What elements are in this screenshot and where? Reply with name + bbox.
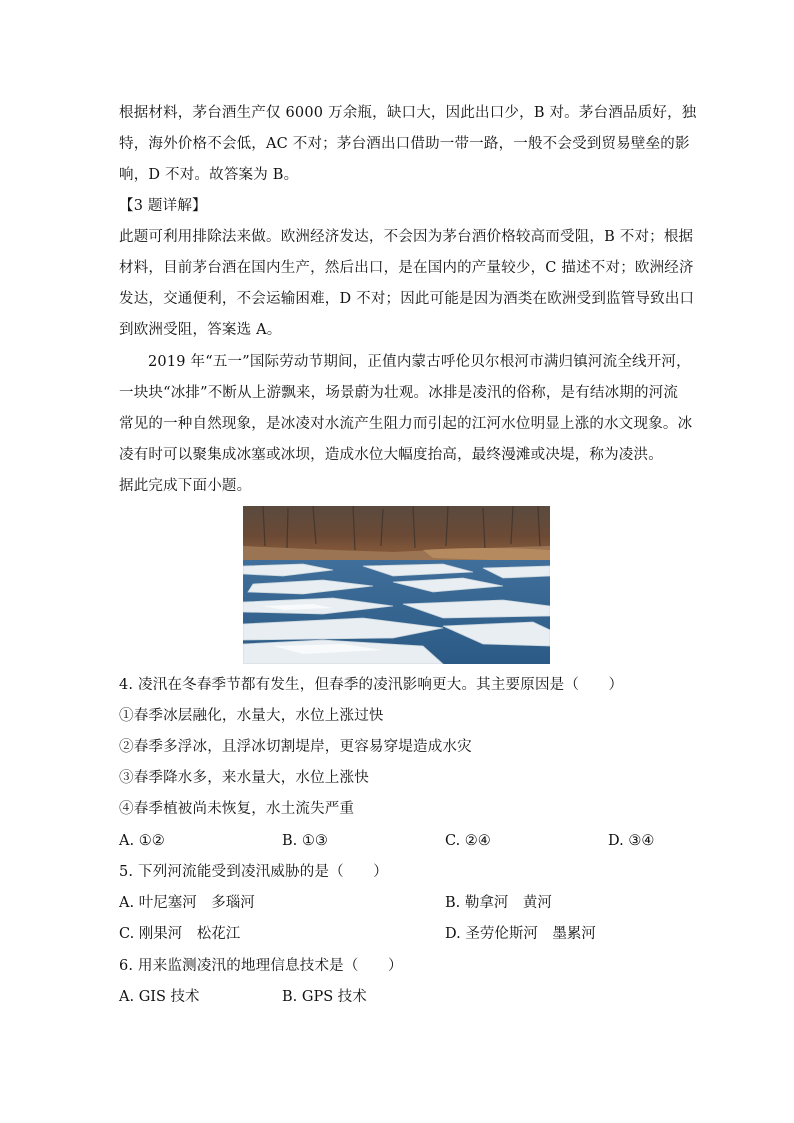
question-6-option-b[interactable]: B. GPS 技术 [282, 989, 367, 1005]
question-4-item: ②春季多浮冰，且浮冰切割堤岸，更容易穿堤造成水灾 [119, 739, 472, 755]
answer-text-line: 响，D 不对。故答案为 B。 [119, 167, 299, 183]
answer-text-line: 此题可利用排除法来做。欧洲经济发达，不会因为茅台酒价格较高而受阻，B 不对；根据 [119, 229, 694, 245]
question-4-item: ③春季降水多，来水量大，水位上涨快 [119, 770, 369, 786]
river-ice-photo [243, 506, 550, 664]
answer-text-line: 发达，交通便利，不会运输困难，D 不对；因此可能是因为酒类在欧洲受到监管导致出口 [119, 291, 695, 307]
material-text-line: 2019 年“五一”国际劳动节期间，正值内蒙古呼伦贝尔根河市满归镇河流全线开河， [148, 354, 691, 370]
question-4-option-c[interactable]: C. ②④ [445, 833, 491, 849]
question-4-item: ④春季植被尚未恢复，水土流失严重 [119, 801, 355, 817]
material-text-line: 凌有时可以聚集成冰塞或冰坝，造成水位大幅度抬高，最终漫滩或决堤，称为凌洪。 [119, 447, 663, 463]
answer-text-line: 特，海外价格不会低，AC 不对；茅台酒出口借助一带一路，一般不会受到贸易壁垒的影 [119, 136, 690, 152]
question-4-option-b[interactable]: B. ①③ [282, 833, 328, 849]
question-4-stem: 4. 凌汛在冬春季节都有发生，但春季的凌汛影响更大。其主要原因是（ ） [119, 677, 624, 693]
material-text-line: 据此完成下面小题。 [119, 478, 252, 494]
section-heading: 【3 题详解】 [119, 198, 207, 214]
question-4-option-d[interactable]: D. ③④ [608, 833, 655, 849]
material-text-line: 常见的一种自然现象，是冰凌对水流产生阻力而引起的江河水位明显上涨的水文现象。冰 [119, 416, 693, 432]
question-6-option-a[interactable]: A. GIS 技术 [119, 989, 200, 1005]
material-text-line: 一块块“冰排”不断从上游飘来，场景蔚为壮观。冰排是凌汛的俗称，是有结冰期的河流 [119, 385, 679, 401]
question-4-option-a[interactable]: A. ①② [119, 833, 165, 849]
question-4-item: ①春季冰层融化，水量大，水位上涨过快 [119, 708, 384, 724]
question-5-option-b[interactable]: B. 勒拿河 黄河 [445, 895, 552, 911]
question-5-stem: 5. 下列河流能受到凌汛威胁的是（ ） [119, 864, 388, 880]
answer-text-line: 材料，目前茅台酒在国内生产，然后出口，是在国内的产量较少，C 描述不对；欧洲经济 [119, 260, 694, 276]
answer-text-line: 根据材料，茅台酒生产仅 6000 万余瓶，缺口大，因此出口少，B 对。茅台酒品质好，独 [119, 105, 697, 121]
question-5-option-d[interactable]: D. 圣劳伦斯河 墨累河 [445, 926, 596, 942]
question-5-option-c[interactable]: C. 刚果河 松花江 [119, 926, 241, 942]
question-6-stem: 6. 用来监测凌汛的地理信息技术是（ ） [119, 958, 403, 974]
answer-text-line: 到欧洲受阻，答案选 A。 [119, 322, 282, 338]
question-5-option-a[interactable]: A. 叶尼塞河 多瑙河 [119, 895, 255, 911]
